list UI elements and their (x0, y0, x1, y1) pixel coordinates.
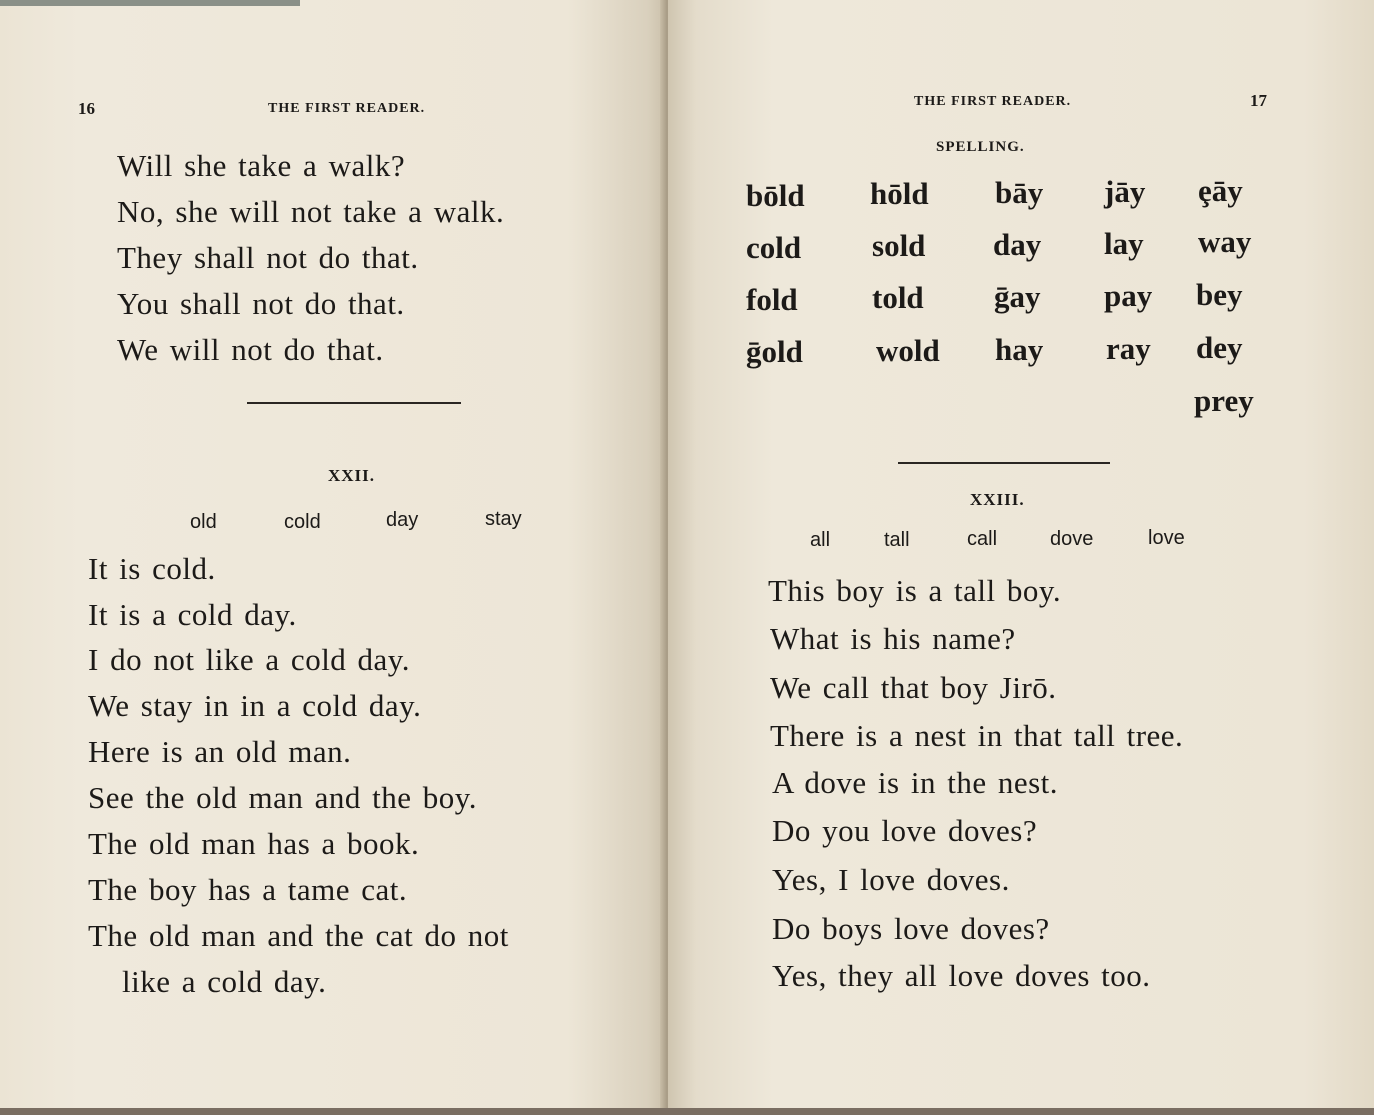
spelling-word: told (872, 280, 924, 315)
vocab-word: old (190, 511, 217, 533)
lesson-number: XXIII. (970, 490, 1025, 509)
text-line: No, she will not take a walk. (117, 194, 505, 229)
lesson-number: XXII. (328, 466, 376, 485)
vocab-word: call (967, 528, 998, 550)
text-line: The old man has a book. (88, 826, 420, 861)
page-edge (0, 1108, 1374, 1115)
spelling-word: lay (1104, 226, 1144, 261)
spelling-word: dey (1196, 330, 1243, 365)
vocab-word: cold (284, 511, 321, 533)
text-line: The boy has a tame cat. (88, 872, 408, 907)
text-line: Yes, they all love doves too. (772, 958, 1151, 993)
vocab-word: day (386, 509, 419, 531)
spelling-heading: SPELLING. (936, 139, 1025, 155)
page-number: 17 (1250, 91, 1267, 110)
spelling-word: hōld (870, 176, 929, 211)
left-page (0, 0, 668, 1108)
text-line: You shall not do that. (117, 286, 405, 321)
page-number: 16 (78, 99, 95, 118)
text-line: Will she take a walk? (117, 148, 406, 183)
spelling-word: cold (746, 230, 802, 265)
spelling-word: ray (1106, 331, 1151, 366)
spelling-word: jāy (1104, 174, 1146, 209)
text-line: See the old man and the boy. (88, 780, 477, 815)
running-head: THE FIRST READER. (268, 101, 426, 116)
text-line: They shall not do that. (117, 240, 419, 275)
spelling-word: wold (876, 333, 940, 368)
text-line: I do not like a cold day. (88, 642, 411, 677)
spelling-word: sold (872, 228, 926, 263)
page-edge (0, 0, 300, 6)
text-line: The old man and the cat do not (88, 918, 509, 953)
spelling-word: ȩāy (1198, 173, 1243, 208)
text-line: There is a nest in that tall tree. (770, 718, 1184, 753)
vocab-word: dove (1050, 528, 1094, 550)
text-line: We call that boy Jirō. (770, 670, 1057, 705)
divider-rule (898, 462, 1110, 464)
text-line: What is his name? (770, 621, 1016, 656)
spelling-word: ḡay (994, 279, 1041, 314)
text-line: We will not do that. (117, 332, 384, 367)
spelling-word: bey (1196, 277, 1243, 312)
text-line: Yes, I love doves. (772, 862, 1010, 897)
spelling-word: fold (746, 282, 798, 317)
spelling-word: pay (1104, 278, 1153, 313)
spelling-word: bāy (995, 175, 1044, 210)
text-line: It is cold. (88, 551, 216, 586)
running-head: THE FIRST READER. (914, 94, 1072, 109)
spelling-word: hay (995, 332, 1044, 367)
spelling-word: way (1198, 224, 1252, 259)
text-line: We stay in in a cold day. (88, 688, 422, 723)
vocab-word: stay (485, 508, 522, 530)
vocab-word: tall (884, 529, 910, 551)
spelling-word: prey (1194, 383, 1254, 418)
text-line: Do you love doves? (772, 813, 1038, 848)
text-line: It is a cold day. (88, 597, 297, 632)
spelling-word: ḡold (746, 334, 803, 369)
text-line: like a cold day. (122, 964, 327, 999)
right-page (668, 0, 1374, 1108)
divider-rule (247, 402, 461, 404)
vocab-word: love (1148, 527, 1185, 549)
text-line: Here is an old man. (88, 734, 352, 769)
spelling-word: day (993, 227, 1042, 262)
text-line: A dove is in the nest. (772, 765, 1059, 800)
text-line: This boy is a tall boy. (768, 573, 1062, 608)
spelling-word: bōld (746, 178, 805, 213)
vocab-word: all (810, 529, 831, 551)
text-line: Do boys love doves? (772, 911, 1050, 946)
